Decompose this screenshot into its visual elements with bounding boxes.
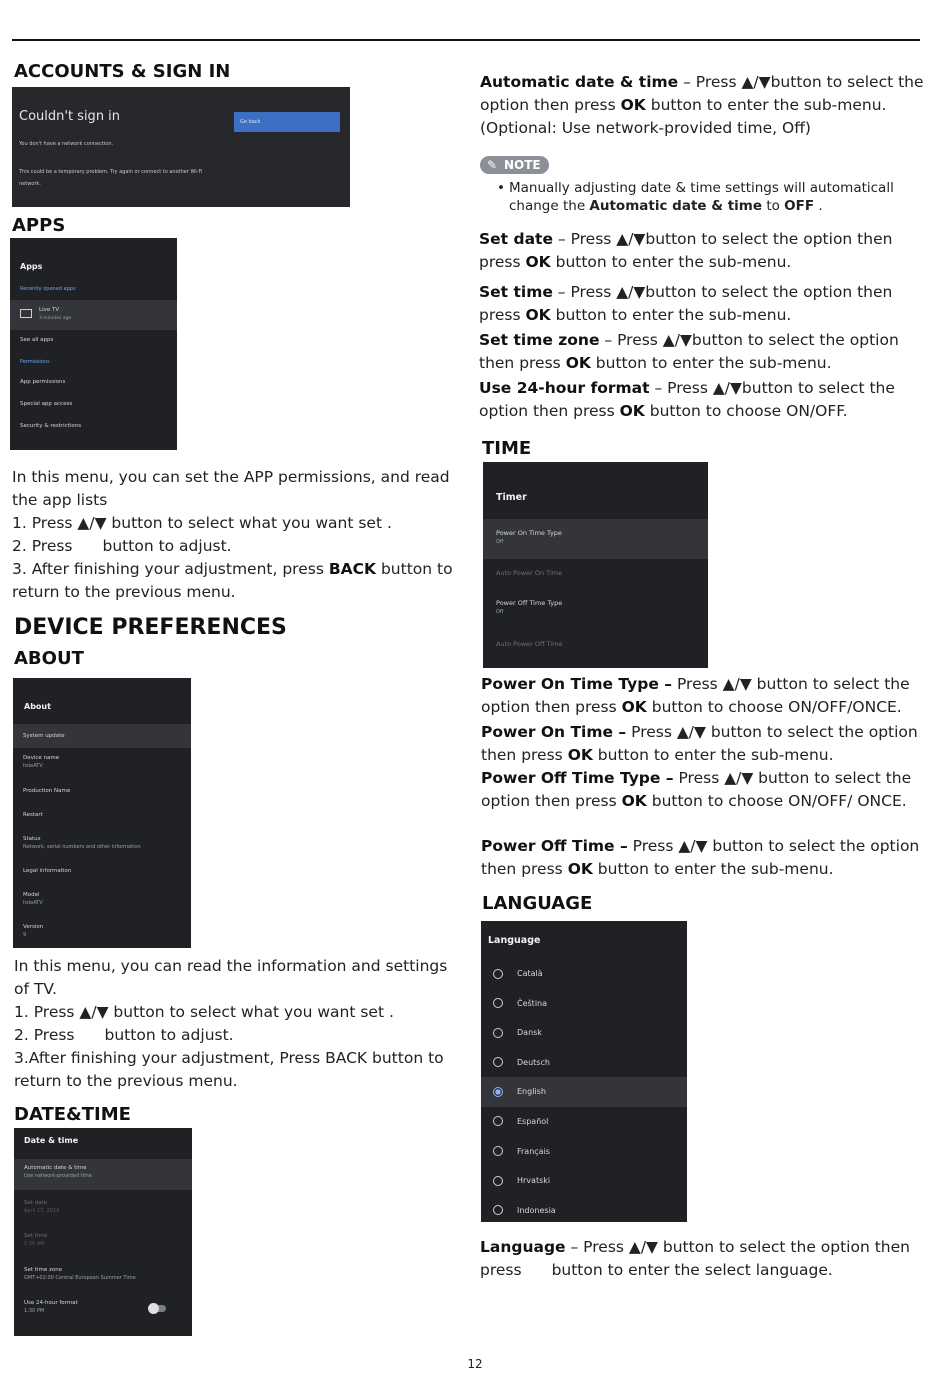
set-date-paragraph: [479, 228, 924, 274]
dt-time-zone-sub: GMT+02:00 Central European Summer Time: [24, 1275, 136, 1281]
accounts-screen-line1: You don't have a network connection.: [19, 141, 114, 147]
datetime-screen-title: Date & time: [24, 1136, 79, 1145]
version-label: Version: [23, 924, 44, 930]
auto-date-paragraph: [480, 71, 935, 140]
language-option-espanol[interactable]: [481, 1107, 687, 1137]
special-app-access[interactable]: Special app access: [20, 401, 73, 407]
apps-p4c: button to return to the previous menu.: [12, 560, 453, 601]
apps-instructions: [12, 466, 460, 604]
power-off-type-paragraph: [481, 767, 921, 813]
about-row-restart[interactable]: Restart: [23, 812, 43, 818]
language-option-francais[interactable]: [481, 1137, 687, 1167]
radio-icon: [493, 1028, 503, 1038]
language-label: Čeština: [517, 998, 548, 1008]
status-sub: Network, serial numbers and other information: [23, 844, 141, 850]
accounts-screen-title: Couldn't sign in: [19, 109, 121, 124]
about-row-device-name[interactable]: [13, 755, 59, 769]
poff-bold: Power Off Time –: [481, 837, 628, 855]
power-on-time-paragraph: [481, 721, 931, 767]
about-screen-title: About: [24, 702, 51, 711]
apps-p3: [12, 535, 460, 558]
auto-date-bold: Automatic date & time: [480, 73, 679, 91]
about-row-model[interactable]: [13, 892, 43, 906]
note-bullet: •: [497, 180, 505, 196]
set-time-zone-paragraph: [479, 329, 924, 375]
page-number: 12: [467, 1357, 483, 1371]
radio-icon: [493, 1116, 503, 1126]
app-permissions[interactable]: App permissions: [20, 379, 66, 385]
radio-selected-icon: [493, 1087, 503, 1097]
h24-t2: button to choose ON/OFF.: [644, 402, 848, 420]
poff-t1: Press ▲/▼ button to select the option then press: [481, 837, 920, 878]
tz-t1: – Press ▲/▼button to select the option then press: [479, 331, 899, 372]
set-time-paragraph: [479, 281, 924, 327]
note-t2: to: [762, 198, 785, 214]
note-text: [497, 179, 937, 215]
about-screen: [13, 678, 191, 948]
24h-paragraph: [479, 377, 924, 423]
dt-row-set-date: [14, 1200, 59, 1214]
h24-ok: OK: [619, 402, 645, 420]
device-name-value: hsieATV: [23, 763, 43, 769]
pofft-t1: Press ▲/▼ button to select the option then press: [481, 769, 912, 810]
language-option-cestina[interactable]: [481, 989, 687, 1019]
radio-icon: [493, 998, 503, 1008]
language-label: Català: [517, 969, 543, 978]
live-tv-item[interactable]: [10, 300, 177, 330]
apps-screen-title: Apps: [20, 262, 43, 271]
apps-screen: [10, 238, 177, 450]
note-badge: [480, 154, 549, 174]
auto-date-t2: button to enter the sub-menu. (Optional: Use network-provided time, Off): [480, 96, 887, 137]
set-time-bold: Set time: [479, 283, 553, 301]
pont-ok: OK: [621, 698, 647, 716]
language-paragraph: [480, 1236, 920, 1282]
about-p3a: 2. Press: [14, 1026, 75, 1044]
see-all-apps[interactable]: See all apps: [20, 337, 54, 343]
tz-t2: button to enter the sub-menu.: [590, 354, 832, 372]
datetime-heading: DATE&TIME: [14, 1104, 131, 1125]
radio-icon: [493, 1146, 503, 1156]
dt-set-date-label: Set date: [24, 1200, 48, 1206]
dt-set-time-label: Set time: [24, 1233, 48, 1239]
language-screen: [481, 921, 687, 1222]
timer-row-power-off-type[interactable]: [483, 599, 562, 615]
dt-automatic-label: Automatic date & time: [24, 1165, 87, 1171]
power-on-type-paragraph: [481, 673, 931, 719]
live-tv-sub: 3 minutes ago: [39, 316, 72, 321]
h24-bold: Use 24-hour format: [479, 379, 650, 397]
language-option-deutsch[interactable]: [481, 1048, 687, 1078]
tz-ok: OK: [565, 354, 591, 372]
power-off-type-value: Off: [496, 609, 504, 615]
language-screen-title: Language: [488, 935, 541, 946]
language-option-dansk[interactable]: [481, 1018, 687, 1048]
language-t1: – Press ▲/▼ button to select the option then press: [480, 1238, 910, 1279]
language-option-indonesia[interactable]: [481, 1196, 687, 1222]
apps-p4a: 3. After finishing your adjustment, press: [12, 560, 329, 578]
set-time-t2: button to enter the sub-menu.: [550, 306, 792, 324]
dt-row-set-time: [14, 1233, 47, 1247]
language-bold: Language: [480, 1238, 566, 1256]
timer-row-auto-power-on: Auto Power On Time: [496, 569, 563, 577]
dt-24h-label: Use 24-hour format: [24, 1300, 78, 1306]
model-label: Model: [23, 892, 40, 898]
apps-p3b: button to adjust.: [102, 537, 232, 555]
about-row-legal[interactable]: Legal information: [23, 868, 72, 874]
language-t2: button to enter the select language.: [551, 1261, 833, 1279]
about-instructions: [14, 955, 460, 1093]
power-off-time-paragraph: [481, 835, 921, 881]
set-time-ok: OK: [525, 306, 551, 324]
dt-24h-sub: 1:30 PM: [24, 1308, 45, 1314]
timer-screen: [483, 462, 708, 668]
accounts-heading: ACCOUNTS & SIGN IN: [14, 61, 231, 82]
set-date-ok: OK: [525, 253, 551, 271]
language-option-hrvatski[interactable]: [481, 1166, 687, 1196]
about-p3b: button to adjust.: [104, 1026, 234, 1044]
recent-apps-category: Recently opened apps: [20, 286, 76, 292]
about-heading: ABOUT: [14, 648, 84, 669]
dt-set-date-sub: April 17, 2019: [24, 1208, 60, 1214]
about-row-system-update[interactable]: System update: [13, 724, 191, 748]
timer-row-auto-power-off: Auto Power Off Time: [496, 640, 563, 648]
radio-icon: [493, 1176, 503, 1186]
language-label: Indonesia: [517, 1205, 556, 1215]
pon-t1: Press ▲/▼ button to select the option then press: [481, 723, 918, 764]
pencil-icon: ✎: [487, 158, 498, 172]
top-rule: [12, 39, 920, 41]
time-heading: TIME: [482, 438, 532, 459]
device-preferences-heading: DEVICE PREFERENCES: [14, 615, 287, 640]
set-date-t2: button to enter the sub-menu.: [550, 253, 792, 271]
apps-heading: APPS: [12, 215, 66, 236]
timer-screen-title: Timer: [496, 492, 527, 503]
auto-date-ok: OK: [620, 96, 646, 114]
pon-ok: OK: [567, 746, 593, 764]
security-restrictions[interactable]: Security & restrictions: [20, 423, 82, 429]
accounts-screen: [12, 87, 350, 207]
language-label: Hrvatski: [517, 1176, 551, 1186]
about-row-status[interactable]: [13, 836, 141, 850]
apps-p2: 1. Press ▲/▼ button to select what you want set .: [12, 514, 392, 532]
poff-t2: button to enter the sub-menu.: [592, 860, 834, 878]
note-t3: .: [814, 198, 823, 214]
about-p3: [14, 1024, 460, 1047]
pofft-ok: OK: [621, 792, 647, 810]
pon-t2: button to enter the sub-menu.: [592, 746, 834, 764]
status-label: Status: [23, 836, 41, 842]
poff-ok: OK: [567, 860, 593, 878]
timer-row-power-on-type[interactable]: [483, 519, 708, 559]
set-date-bold: Set date: [479, 230, 553, 248]
version-value: 9: [23, 932, 27, 938]
power-on-type-value: Off: [496, 539, 504, 545]
about-p1: In this menu, you can read the information and settings of TV.: [14, 957, 448, 998]
model-value: hsieATV: [23, 900, 43, 906]
power-on-type-label: Power On Time Type: [496, 529, 562, 537]
about-row-version[interactable]: [13, 924, 43, 938]
pofft-bold: Power Off Time Type –: [481, 769, 674, 787]
live-tv-label: Live TV: [39, 307, 60, 313]
pont-bold: Power On Time Type –: [481, 675, 673, 693]
language-list: [481, 959, 687, 1222]
language-label: Español: [517, 1116, 549, 1126]
apps-p4: [12, 558, 460, 604]
language-option-english[interactable]: [481, 1077, 687, 1107]
apps-p1: In this menu, you can set the APP permissions, and read the app lists: [12, 468, 450, 509]
tz-bold: Set time zone: [479, 331, 600, 349]
language-label: Dansk: [517, 1028, 542, 1038]
apps-p4-back: BACK: [328, 560, 377, 578]
about-p4: 3.After finishing your adjustment, Press BACK button to return to the previous menu.: [14, 1049, 444, 1090]
language-label: English: [517, 1087, 546, 1097]
note-bold: Automatic date & time: [589, 198, 763, 214]
set-time-t1: – Press ▲/▼button to select the option then press: [479, 283, 893, 324]
note-label: NOTE: [504, 158, 541, 172]
dt-row-24h[interactable]: [14, 1300, 78, 1314]
h24-t1: – Press ▲/▼button to select the option then press: [479, 379, 895, 420]
pont-t2: button to choose ON/OFF/ONCE.: [646, 698, 902, 716]
set-date-t1: – Press ▲/▼button to select the option then press: [479, 230, 893, 271]
pofft-t2: button to choose ON/OFF/ ONCE.: [646, 792, 907, 810]
auto-date-t1: – Press ▲/▼button to select the option then press: [480, 73, 924, 114]
language-label: Français: [517, 1146, 550, 1156]
note-t1: Manually adjusting date & time settings will automaticall change the: [509, 180, 894, 214]
dt-row-time-zone[interactable]: [14, 1267, 136, 1281]
dt-automatic-sub: Use network-provided time: [24, 1173, 92, 1179]
radio-icon: [493, 969, 503, 979]
dt-time-zone-label: Set time zone: [24, 1267, 63, 1273]
power-off-type-label: Power Off Time Type: [496, 599, 563, 607]
note-off: OFF: [784, 198, 815, 214]
permissions-category: Permissions: [20, 359, 50, 365]
datetime-screen: [14, 1128, 192, 1336]
language-heading: LANGUAGE: [482, 893, 593, 914]
about-row-production-name[interactable]: Production Name: [23, 788, 71, 794]
24h-toggle[interactable]: [150, 1305, 166, 1312]
about-p2: 1. Press ▲/▼ button to select what you want set .: [14, 1003, 394, 1021]
radio-icon: [493, 1057, 503, 1067]
accounts-screen-line2: This could be a temporary problem. Try again or connect to another Wi-Fi network.: [19, 169, 203, 187]
pon-bold: Power On Time –: [481, 723, 627, 741]
tv-icon: [20, 309, 32, 318]
radio-icon: [493, 1205, 503, 1215]
go-back-button[interactable]: Go back: [234, 112, 340, 132]
language-option-catala[interactable]: [481, 959, 687, 989]
device-name-label: Device name: [23, 755, 60, 761]
language-label: Deutsch: [517, 1057, 550, 1067]
apps-p3a: 2. Press: [12, 537, 73, 555]
pont-t1: Press ▲/▼ button to select the option then press: [481, 675, 910, 716]
dt-row-automatic[interactable]: [14, 1159, 192, 1190]
dt-set-time-sub: 1:30 AM: [24, 1241, 45, 1247]
